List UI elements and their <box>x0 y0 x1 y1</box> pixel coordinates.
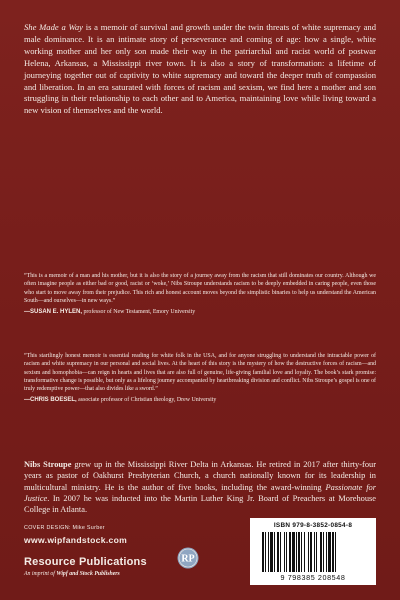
endorsement-text: “This startlingly honest memoir is essential reading for white folk in the USA, and for anyone struggling to understand the intractable power of racism and white supremacy in our personal and social lives. At the heart of this story is the mystery of how the destructive forces of racism—and sexism and homophobia—can reign in hearts and lives that are also full of genuine, life-giving familial love and loyalty. The book’s stark promise: transformative change is possible, but only as a lifelong journey accompanied by heartbreaking division and conflict. Nibs Stroupe’s gospel is one of truly redemptive power—that also divides like a sword.” <box>24 353 376 393</box>
barcode-bar <box>274 532 275 572</box>
endorser-name: —SUSAN E. HYLEN, <box>24 309 83 316</box>
barcode-bar <box>265 532 266 572</box>
barcode-bar <box>289 532 291 572</box>
book-description <box>24 22 376 117</box>
barcode-bar <box>298 532 300 572</box>
barcode-bar <box>296 532 297 572</box>
barcode-bar <box>320 532 322 572</box>
barcode-bar <box>328 532 331 572</box>
publisher-name: Resource Publications <box>24 556 147 568</box>
barcode-digits: 9 798385 208548 <box>280 573 346 582</box>
bio-text-1: grew up in the Mississippi River Delta in Arkansas. He retired in 2017 after thirty-four years as pastor of Oakhurst Presbyterian Church, a church nationally known for its leadership in multicultural ministry. He is the author of five books, including the award-winning <box>24 460 376 492</box>
imprint-name: Wipf and Stock Publishers <box>56 571 120 577</box>
description-text: is a memoir of survival and growth under the twin threats of white supremacy and male dominance. It is an intimate story of perseverance and coming of age: how a single, white working mother and her only son made their way in the patriarchal and racist world of postwar Helena, Arkansas, a Mississippi river town. It is also a story of transformation: a lifetime of journeying together out of captivity to white supremacy and toward the deeper truth of compassion and liberation. In an era saturated with forces of racism and sexism, we find here a mother and son struggling in their relationship to each other and to America, maintaining love while living toward a new vision of themselves and the world. <box>24 22 376 116</box>
barcode-bar <box>292 532 295 572</box>
barcode-bar <box>332 532 334 572</box>
barcode-bar <box>301 532 302 572</box>
author-bio <box>24 459 376 515</box>
barcode-bar <box>280 532 281 572</box>
publisher-website[interactable]: www.wipfandstock.com <box>24 535 128 545</box>
cover-design-credit: COVER DESIGN: Mike Surber <box>24 525 105 531</box>
barcode-bar <box>310 532 312 572</box>
endorsement-1 <box>24 272 376 316</box>
barcode-bar <box>270 532 273 572</box>
book-reference: Passionate for Justice <box>24 482 377 503</box>
bio-text-2: . In 2007 he was inducted into the Martin Luther King Jr. Board of Preachers at Morehouse College in Atlanta. <box>24 493 376 515</box>
endorsement-attribution <box>24 396 376 404</box>
barcode-bar <box>326 532 327 572</box>
imprint-prefix: An imprint of <box>24 571 57 577</box>
barcode-bar <box>284 532 285 572</box>
endorsement-2 <box>24 352 376 404</box>
barcode-bar <box>308 532 309 572</box>
endorsement-text: “This is a memoir of a man and his mother, but it is also the story of a journey away from the racism that still dominates our country. Although we often imagine people as either bad or good, racist or ‘woke,’ Nibs Stroupe understands racism to be deeply embedded in caring people, even those who start to move away from their prejudice. This rich and honest account moves beyond the simplistic binaries to help us understand the American South—and ourselves—in new ways.” <box>24 273 376 304</box>
barcode-bar <box>304 532 305 572</box>
barcode-bar <box>335 532 336 572</box>
endorser-affiliation: professor of New Testament, Emory University <box>82 309 196 316</box>
endorsement-attribution <box>24 308 376 316</box>
barcode-bar <box>314 532 315 572</box>
logo-text: RP <box>181 553 195 565</box>
barcode-bar <box>262 532 264 572</box>
isbn-number: ISBN 979-8-3852-0854-8 <box>273 522 353 529</box>
barcode-bar <box>268 532 269 572</box>
book-title: She Made a Way <box>24 22 83 32</box>
author-name: Nibs Stroupe <box>24 460 72 469</box>
barcode-bar <box>277 532 279 572</box>
barcode-bar <box>286 532 287 572</box>
endorser-name: —CHRIS BOESEL, <box>24 397 77 404</box>
publisher-logo-icon <box>177 547 199 569</box>
barcode-bars <box>262 532 364 572</box>
barcode-bar <box>323 532 324 572</box>
isbn-barcode <box>250 518 376 585</box>
barcode-bar <box>316 532 317 572</box>
imprint-line <box>24 571 120 577</box>
endorser-affiliation: associate professor of Christian theology, Drew University <box>76 397 217 404</box>
